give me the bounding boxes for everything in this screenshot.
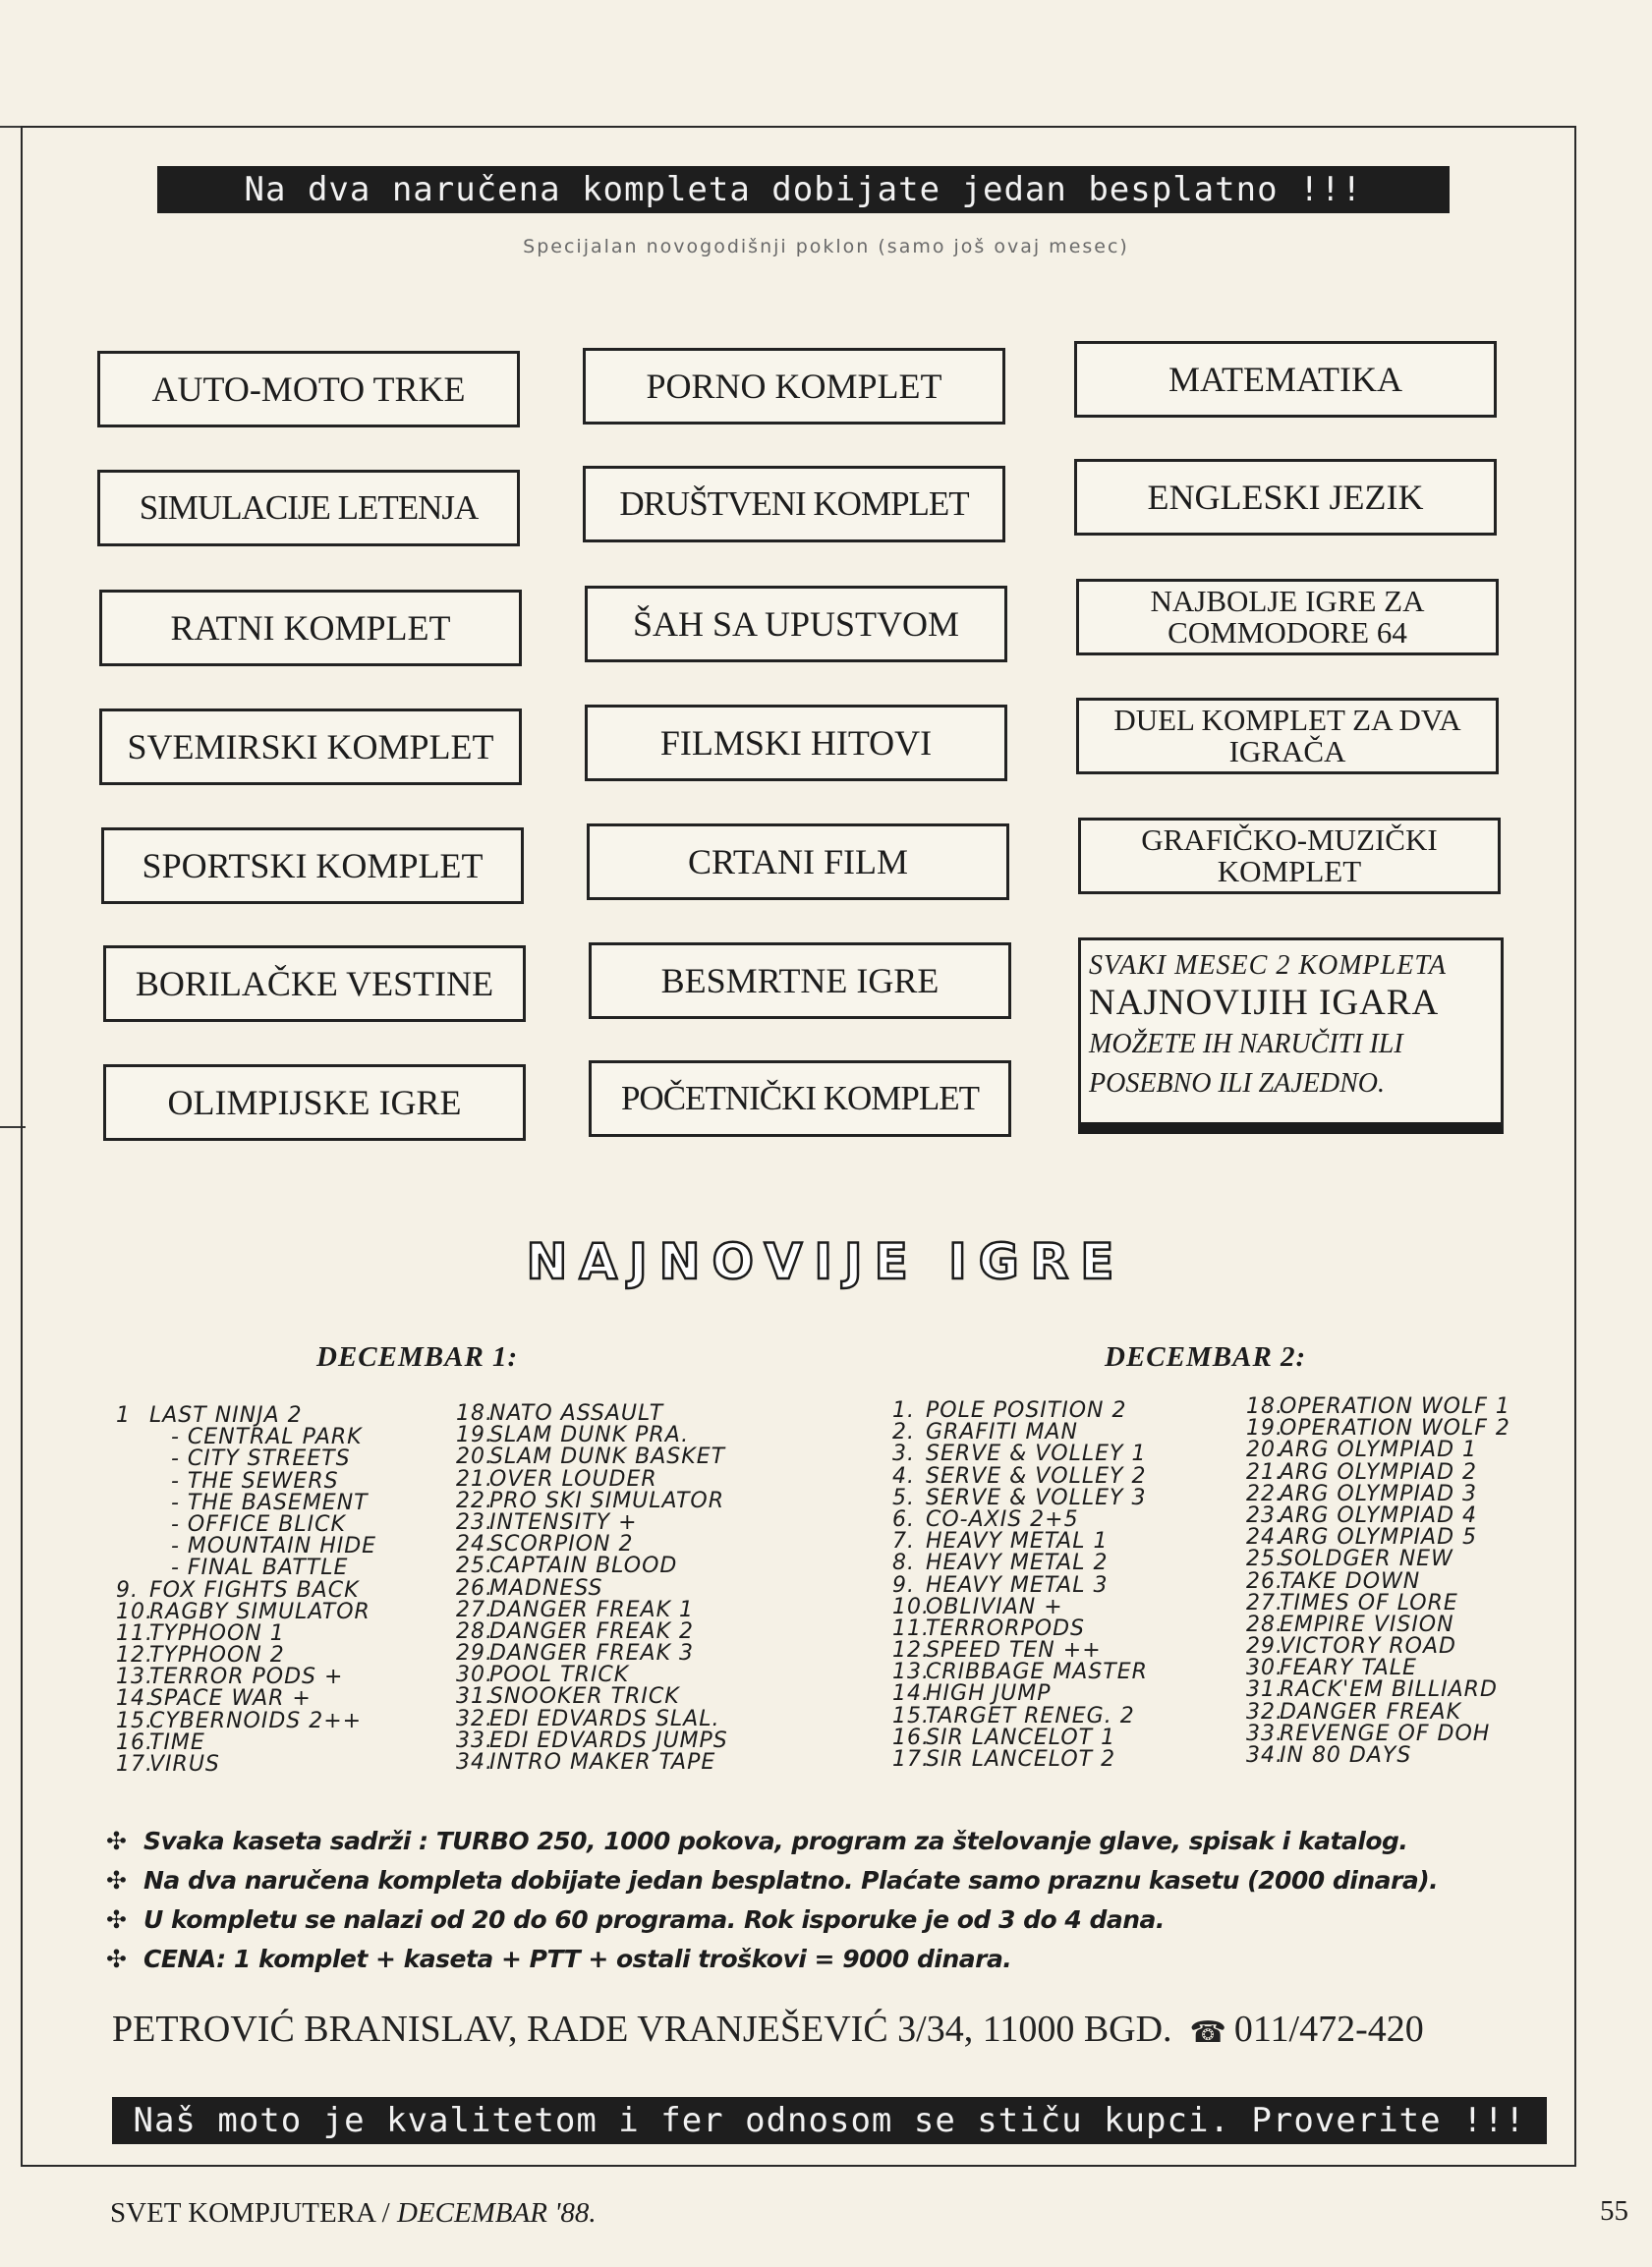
game-number: 25. (1246, 1547, 1283, 1572)
game-entry (456, 1618, 728, 1644)
game-number: 34. (456, 1750, 493, 1775)
game-number: 19. (1246, 1416, 1283, 1442)
game-entry (116, 1729, 376, 1755)
footer-magazine (110, 2197, 597, 2230)
game-list (116, 1405, 376, 1776)
game-entry (456, 1686, 728, 1708)
game-number: 13. (116, 1665, 153, 1690)
december-1-heading: DECEMBAR 1: (316, 1341, 519, 1373)
game-entry (456, 1665, 728, 1686)
game-title: TYPHOON 1 (149, 1620, 285, 1646)
game-number: 17. (116, 1752, 153, 1777)
game-number: 29. (1246, 1634, 1283, 1660)
bullet-icon: ✣ (106, 1945, 127, 1973)
game-entry (892, 1572, 1148, 1598)
game-entry (1246, 1721, 1510, 1746)
game-title: VICTORY ROAD (1280, 1634, 1456, 1660)
game-number: 24. (1246, 1525, 1283, 1551)
bullet-icon: ✣ (106, 1827, 127, 1855)
page-number: 55 (1600, 2195, 1628, 2227)
game-title: PRO SKI SIMULATOR (489, 1488, 725, 1513)
info-notes (106, 1822, 1438, 1979)
game-number: 7. (892, 1529, 915, 1555)
bullet-icon: ✣ (106, 1866, 127, 1895)
game-number: 17. (892, 1747, 930, 1772)
game-number: 4. (892, 1463, 915, 1489)
game-title: TERROR PODS + (149, 1665, 344, 1690)
game-title: SERVE & VOLLEY 2 (926, 1463, 1147, 1489)
package-box: BESMRTNE IGRE (589, 942, 1011, 1019)
game-entry (116, 1448, 376, 1470)
game-number: 20. (1246, 1438, 1283, 1463)
game-entry (456, 1488, 728, 1513)
game-entry (116, 1688, 376, 1710)
game-entry (1246, 1418, 1510, 1440)
game-entry (456, 1466, 728, 1492)
game-entry (1246, 1396, 1510, 1418)
game-number: 34. (1246, 1743, 1283, 1768)
game-title: RAGBY SIMULATOR (149, 1599, 370, 1624)
game-entry (116, 1490, 376, 1515)
game-title: - CENTRAL PARK (171, 1425, 363, 1450)
game-number: 14. (116, 1686, 153, 1712)
game-entry (1246, 1502, 1510, 1528)
december-2-heading: DECEMBAR 2: (1105, 1341, 1307, 1373)
package-box: ŠAH SA UPUSTVOM (585, 586, 1007, 662)
game-title: SCORPION 2 (489, 1532, 634, 1558)
game-number: 15. (116, 1708, 153, 1733)
game-title: TERRORPODS (926, 1615, 1086, 1641)
game-number: 30. (1246, 1656, 1283, 1681)
note-text: Svaka kaseta sadrži : TURBO 250, 1000 pokova, program za štelovanje glave, spisak i katalog. (143, 1827, 1408, 1855)
game-number: 27. (456, 1597, 493, 1622)
contact-line (112, 2008, 1567, 2051)
game-title: ARG OLYMPIAD 5 (1280, 1525, 1477, 1551)
note-item (106, 1940, 1438, 1979)
game-title: ARG OLYMPIAD 3 (1280, 1481, 1477, 1506)
game-number: 24. (456, 1532, 493, 1558)
game-number: 32. (1246, 1699, 1283, 1725)
game-title: EDI EDVARDS SLAL. (489, 1706, 720, 1731)
game-entry (1246, 1658, 1510, 1679)
game-entry (456, 1556, 728, 1577)
game-entry (116, 1645, 376, 1667)
game-number: 31. (456, 1684, 493, 1710)
game-title: EMPIRE VISION (1280, 1612, 1454, 1637)
game-entry (1246, 1636, 1510, 1658)
game-number: 23. (456, 1509, 493, 1535)
section-title: NAJNOVIJE IGRE (526, 1233, 1126, 1290)
package-box: SPORTSKI KOMPLET (101, 827, 524, 904)
game-entry (456, 1730, 728, 1752)
game-title: SOLDGER NEW (1280, 1547, 1453, 1572)
game-number: 10. (892, 1594, 930, 1619)
game-entry (1246, 1612, 1510, 1637)
contact-address: PETROVIĆ BRANISLAV, RADE VRANJEŠEVIĆ 3/34, 11000 BGD. (112, 2009, 1172, 2050)
game-title: REVENGE OF DOH (1280, 1721, 1491, 1746)
game-title: EDI EDVARDS JUMPS (489, 1728, 728, 1753)
top-banner: Na dva naručena kompleta dobijate jedan besplatno !!! (157, 166, 1450, 213)
game-entry (1246, 1481, 1510, 1506)
game-title: FOX FIGHTS BACK (149, 1577, 360, 1603)
game-number: 30. (456, 1663, 493, 1688)
game-number: 12. (892, 1638, 930, 1664)
game-entry (892, 1444, 1148, 1465)
game-number: 19. (456, 1423, 493, 1448)
game-title: POOL TRICK (489, 1663, 630, 1688)
magazine-name: SVET KOMPJUTERA / (110, 2197, 390, 2229)
phone-icon: ☎ (1189, 2015, 1226, 2049)
game-number: 20. (456, 1445, 493, 1470)
game-number: 6. (892, 1506, 915, 1532)
game-entry (456, 1403, 728, 1425)
package-box: RATNI KOMPLET (99, 590, 522, 666)
game-number: 31. (1246, 1677, 1283, 1703)
game-entry (116, 1577, 376, 1603)
game-entry (892, 1662, 1148, 1683)
note-text: U kompletu se nalazi od 20 do 60 programa. Rok isporuke je od 3 do 4 dana. (143, 1905, 1165, 1934)
game-title: ARG OLYMPIAD 2 (1280, 1459, 1477, 1485)
game-title: DANGER FREAK 3 (489, 1641, 694, 1667)
package-box: GRAFIČKO-MUZIČKI KOMPLET (1078, 818, 1501, 894)
game-entry (892, 1531, 1148, 1553)
game-title: OPERATION WOLF 2 (1280, 1416, 1510, 1442)
game-title: IN 80 DAYS (1280, 1743, 1412, 1768)
game-entry (1246, 1440, 1510, 1461)
promo-line: POSEBNO ILI ZAJEDNO. (1089, 1068, 1385, 1099)
game-number: 11. (892, 1615, 930, 1641)
game-entry (116, 1754, 376, 1776)
note-text: Na dva naručena kompleta dobijate jedan besplatno. Plaćate samo praznu kasetu (2000 dinara). (143, 1866, 1439, 1895)
game-title: VIRUS (149, 1752, 220, 1777)
game-entry (456, 1752, 728, 1774)
game-number: 21. (1246, 1459, 1283, 1485)
game-title: MADNESS (489, 1575, 603, 1601)
game-entry (892, 1422, 1148, 1444)
game-entry (116, 1536, 376, 1558)
game-entry (116, 1427, 376, 1448)
game-title: CYBERNOIDS 2++ (149, 1708, 363, 1733)
package-box: DRUŠTVENI KOMPLET (583, 466, 1005, 542)
game-number: 22. (456, 1488, 493, 1513)
game-number: 10. (116, 1599, 153, 1624)
game-title: DANGER FREAK (1280, 1699, 1461, 1725)
game-list (1246, 1396, 1510, 1767)
game-title: LAST NINJA 2 (149, 1403, 303, 1428)
package-box: ENGLESKI JEZIK (1074, 459, 1497, 536)
issue-date: DECEMBAR '88. (396, 2197, 597, 2229)
game-title: HIGH JUMP (926, 1681, 1052, 1707)
game-title: SIR LANCELOT 1 (926, 1725, 1116, 1750)
note-text: CENA: 1 komplet + kaseta + PTT + ostali troškovi = 9000 dinara. (143, 1945, 1012, 1973)
note-item (106, 1861, 1438, 1900)
game-title: GRAFITI MAN (926, 1420, 1078, 1445)
package-box: SIMULACIJE LETENJA (97, 470, 520, 546)
game-title: SERVE & VOLLEY 3 (926, 1485, 1147, 1510)
game-entry (116, 1405, 376, 1427)
game-entry (892, 1485, 1148, 1510)
game-title: CAPTAIN BLOOD (489, 1554, 678, 1579)
game-number: 18. (1246, 1394, 1283, 1419)
game-title: INTRO MAKER TAPE (489, 1750, 716, 1775)
game-title: - THE BASEMENT (171, 1490, 369, 1515)
contact-phone: 011/472-420 (1233, 2009, 1424, 2050)
game-title: SNOOKER TRICK (489, 1684, 680, 1710)
game-title: CRIBBAGE MASTER (926, 1660, 1148, 1685)
game-number: 3. (892, 1442, 915, 1467)
promo-line: MOŽETE IH NARUČITI ILI (1089, 1029, 1403, 1059)
game-entry (892, 1463, 1148, 1489)
bullet-icon: ✣ (106, 1905, 127, 1934)
game-entry (1246, 1699, 1510, 1725)
game-number: 13. (892, 1660, 930, 1685)
game-title: POLE POSITION 2 (926, 1398, 1127, 1423)
game-title: SLAM DUNK BASKET (489, 1445, 726, 1470)
game-number: 1. (892, 1398, 915, 1423)
game-number: 23. (1246, 1502, 1283, 1528)
game-entry (116, 1558, 376, 1579)
package-box: POČETNIČKI KOMPLET (589, 1060, 1011, 1137)
game-entry (456, 1597, 728, 1622)
game-number: 9. (892, 1572, 915, 1598)
game-entry (1246, 1590, 1510, 1615)
game-entry (116, 1468, 376, 1494)
bottom-banner: Naš moto je kvalitetom i fer odnosom se stiču kupci. Proverite !!! (112, 2097, 1547, 2144)
package-box: CRTANI FILM (587, 823, 1009, 900)
package-box: SVEMIRSKI KOMPLET (99, 708, 522, 785)
game-number: 22. (1246, 1481, 1283, 1506)
game-entry (1246, 1527, 1510, 1549)
game-entry (456, 1643, 728, 1665)
package-box: OLIMPIJSKE IGRE (103, 1064, 526, 1141)
game-number: 26. (456, 1575, 493, 1601)
game-number: 21. (456, 1466, 493, 1492)
package-box: BORILAČKE VESTINE (103, 945, 526, 1022)
game-entry (892, 1725, 1148, 1750)
package-box: FILMSKI HITOVI (585, 705, 1007, 781)
game-title: - THE SEWERS (171, 1468, 339, 1494)
game-number: 32. (456, 1706, 493, 1731)
game-title: SIR LANCELOT 2 (926, 1747, 1116, 1772)
game-number: 28. (1246, 1612, 1283, 1637)
game-number: 12. (116, 1643, 153, 1669)
game-entry (1246, 1459, 1510, 1485)
game-title: OVER LOUDER (489, 1466, 657, 1492)
game-entry (892, 1553, 1148, 1574)
promo-box (1078, 937, 1504, 1134)
game-entry (116, 1620, 376, 1646)
game-entry (456, 1446, 728, 1468)
game-entry (892, 1506, 1148, 1532)
game-title: ARG OLYMPIAD 4 (1280, 1502, 1477, 1528)
game-title: HEAVY METAL 2 (926, 1551, 1109, 1576)
game-entry (116, 1667, 376, 1688)
game-number: 27. (1246, 1590, 1283, 1615)
game-number: 14. (892, 1681, 930, 1707)
game-title: - CITY STREETS (171, 1446, 351, 1472)
game-entry (892, 1703, 1148, 1729)
game-number: 29. (456, 1641, 493, 1667)
game-title: SPACE WAR + (149, 1686, 312, 1712)
game-title: TARGET RENEG. 2 (926, 1703, 1135, 1729)
game-number: 5. (892, 1485, 915, 1510)
game-title: FEARY TALE (1280, 1656, 1417, 1681)
game-title: HEAVY METAL 3 (926, 1572, 1109, 1598)
package-box: NAJBOLJE IGRE ZA COMMODORE 64 (1076, 579, 1499, 655)
game-entry (456, 1706, 728, 1731)
game-title: - MOUNTAIN HIDE (171, 1534, 377, 1559)
game-list (456, 1403, 728, 1774)
game-entry (892, 1615, 1148, 1641)
game-entry (1246, 1679, 1510, 1701)
game-list (892, 1400, 1148, 1771)
game-title: RACK'EM BILLIARD (1280, 1677, 1498, 1703)
game-title: DANGER FREAK 2 (489, 1618, 694, 1644)
package-box: PORNO KOMPLET (583, 348, 1005, 425)
promo-headline: NAJNOVIJIH IGARA (1089, 983, 1440, 1023)
game-number: 28. (456, 1618, 493, 1644)
game-number: 1 (116, 1403, 131, 1428)
game-title: HEAVY METAL 1 (926, 1529, 1109, 1555)
game-number: 16. (892, 1725, 930, 1750)
game-title: TIMES OF LORE (1280, 1590, 1458, 1615)
game-number: 2. (892, 1420, 915, 1445)
game-number: 25. (456, 1554, 493, 1579)
game-title: OBLIVIAN + (926, 1594, 1063, 1619)
game-title: CO-AXIS 2+5 (926, 1506, 1079, 1532)
game-number: 33. (1246, 1721, 1283, 1746)
game-entry (456, 1425, 728, 1446)
promo-line: SVAKI MESEC 2 KOMPLETA (1089, 950, 1447, 981)
game-title: - OFFICE BLICK (171, 1511, 346, 1537)
ad-subtitle: Specijalan novogodišnji poklon (samo još ovaj mesec) (523, 236, 1129, 257)
game-title: - FINAL BATTLE (171, 1556, 349, 1581)
game-number: 15. (892, 1703, 930, 1729)
game-entry (116, 1708, 376, 1733)
game-number: 18. (456, 1401, 493, 1426)
game-title: TYPHOON 2 (149, 1643, 285, 1669)
game-title: OPERATION WOLF 1 (1280, 1394, 1510, 1419)
package-box: AUTO-MOTO TRKE (97, 351, 520, 427)
game-number: 8. (892, 1551, 915, 1576)
game-number: 16. (116, 1729, 153, 1755)
game-entry (116, 1511, 376, 1537)
game-entry (892, 1640, 1148, 1662)
game-title: SLAM DUNK PRA. (489, 1423, 690, 1448)
game-title: ARG OLYMPIAD 1 (1280, 1438, 1477, 1463)
game-title: INTENSITY + (489, 1509, 638, 1535)
game-title: DANGER FREAK 1 (489, 1597, 694, 1622)
package-box: DUEL KOMPLET ZA DVA IGRAČA (1076, 698, 1499, 774)
game-entry (892, 1594, 1148, 1619)
game-title: TAKE DOWN (1280, 1568, 1421, 1594)
game-entry (1246, 1568, 1510, 1594)
game-entry (892, 1683, 1148, 1705)
game-title: SERVE & VOLLEY 1 (926, 1442, 1147, 1467)
note-item (106, 1900, 1438, 1940)
game-title: TIME (149, 1729, 205, 1755)
package-box: MATEMATIKA (1074, 341, 1497, 418)
game-number: 26. (1246, 1568, 1283, 1594)
game-number: 9. (116, 1577, 139, 1603)
game-entry (1246, 1745, 1510, 1767)
game-entry (456, 1509, 728, 1535)
game-entry (892, 1400, 1148, 1422)
game-number: 11. (116, 1620, 153, 1646)
game-entry (456, 1575, 728, 1601)
game-entry (892, 1749, 1148, 1771)
game-title: NATO ASSAULT (489, 1401, 664, 1426)
game-entry (456, 1534, 728, 1556)
note-item (106, 1822, 1438, 1861)
game-title: SPEED TEN ++ (926, 1638, 1102, 1664)
game-entry (1246, 1549, 1510, 1570)
game-number: 33. (456, 1728, 493, 1753)
game-entry (116, 1599, 376, 1624)
